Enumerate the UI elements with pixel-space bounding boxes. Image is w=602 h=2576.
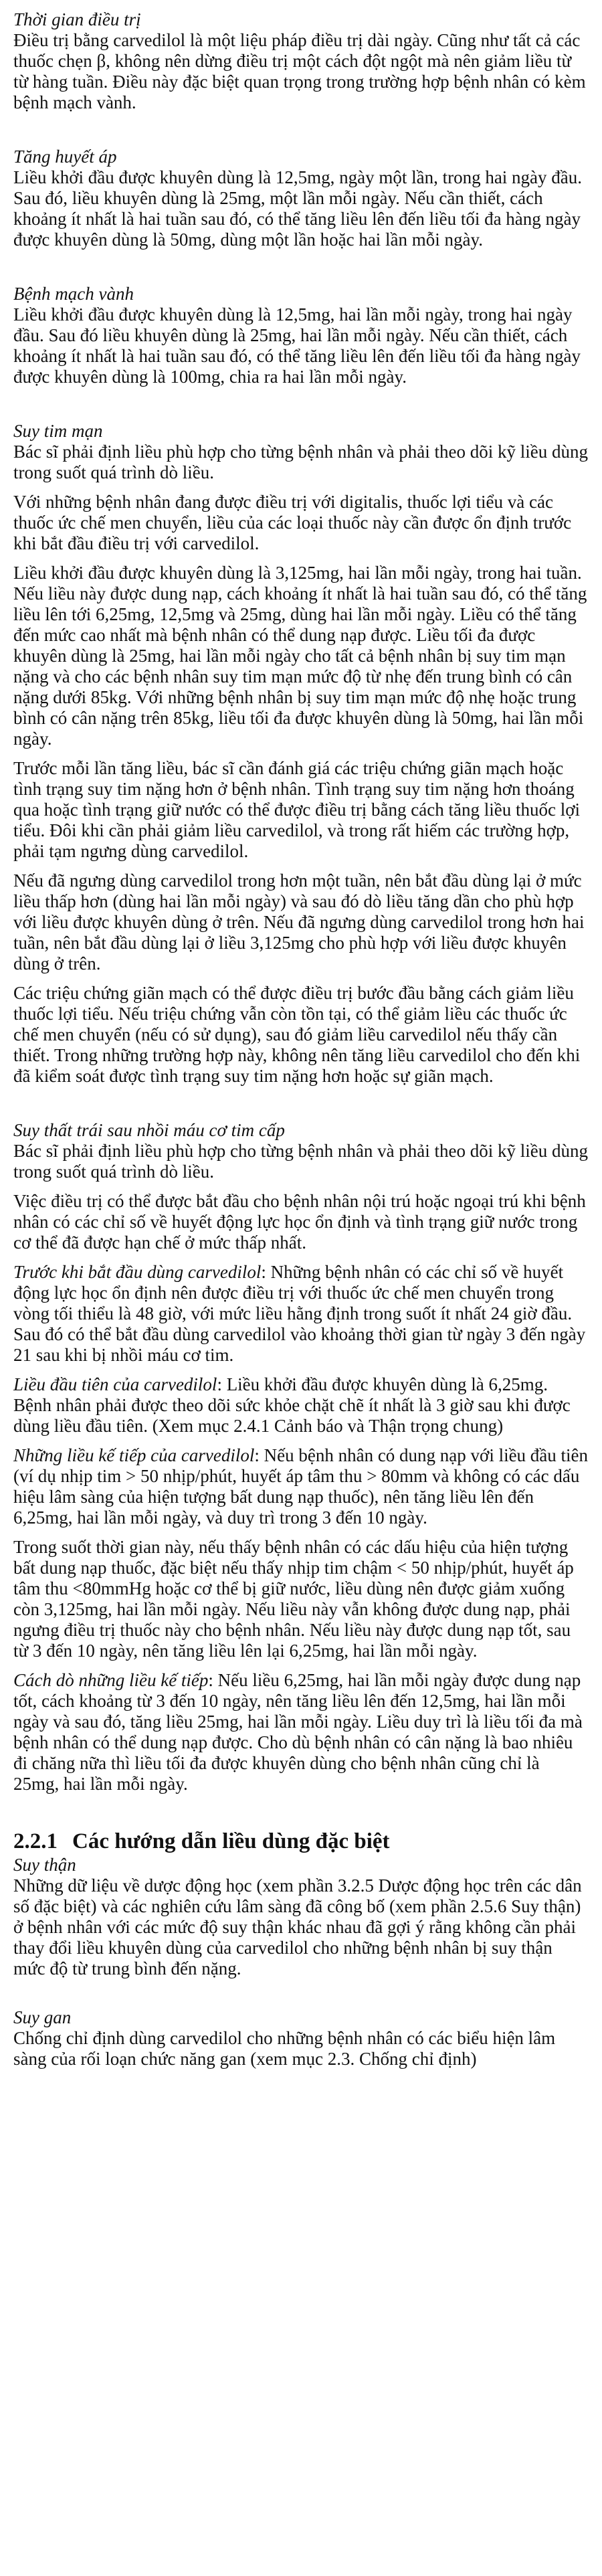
section-thoi-gian-dieu-tri [13, 9, 589, 113]
section-suy-tim-man [13, 421, 589, 1087]
paragraph-text: Bác sĩ phải định liều phù hợp cho từng bệnh nhân và phải theo dõi kỹ liều dùng trong suốt quá trình dò liều. [13, 442, 589, 482]
paragraph-text: Với những bệnh nhân đang được điều trị với digitalis, thuốc lợi tiểu và các thuốc ức chế men chuyển, liều của các loại thuốc này cần được ổn định trước khi bắt đầu điều trị với carvedilol. [13, 492, 572, 553]
paragraph [13, 1141, 589, 1182]
paragraph-text: Việc điều trị có thể được bắt đầu cho bệnh nhân nội trú hoặc ngoại trú khi bệnh nhân có các chỉ số về huyết động lực học ổn định và tình trạng giữ nước trong cơ thể đã được hạn chế ở mức thấp nhất. [13, 1191, 586, 1253]
paragraph [13, 1537, 589, 1661]
paragraph-text: Trước mỗi lần tăng liều, bác sĩ cần đánh giá các triệu chứng giãn mạch hoặc tình trạng suy tim nặng hơn ở bệnh nhân. Tình trạng suy tim nặng hơn thoáng qua hoặc tình trạng giữ nước có thể được điều trị bằng cách tăng liều thuốc lợi tiểu. Đôi khi cần phải giảm liều carvedilol, và trong rất hiếm các trường hợp, phải tạm ngưng dùng carvedilol. [13, 758, 580, 861]
section-heading: Suy thất trái sau nhồi máu cơ tim cấp [13, 1120, 285, 1140]
paragraph-text: Chống chỉ định dùng carvedilol cho những bệnh nhân có các biểu hiện lâm sàng của rối loạn chức năng gan (xem mục 2.3. Chống chỉ định) [13, 2028, 556, 2069]
section-heading: Suy thận [13, 1855, 76, 1875]
paragraph [13, 1191, 589, 1253]
section-suy-that-trai-sau-nhoi-mau-co-tim-cap [13, 1120, 589, 1795]
paragraph-text: : Liều khởi đầu được khuyên dùng là 6,25mg. Bệnh nhân phải được theo dõi sức khỏe chặt chẽ ít nhất là 3 giờ sau khi được dùng liều đầu tiên. (Xem mục 2.4.1 Cảnh báo và Thận trọng chung) [13, 1374, 571, 1436]
paragraph [13, 1262, 589, 1366]
paragraph-text: Các triệu chứng giãn mạch có thể được điều trị bước đầu bằng cách giảm liều thuốc lợi tiểu. Nếu triệu chứng vẫn còn tồn tại, có thể giảm liều các thuốc ức chế men chuyển (nếu có sử dụng), sau đó giảm liều carvedilol nếu thấy cần thiết. Trong những trường hợp này, không nên tăng liều carvedilol cho đến khi đã kiểm soát được tình trạng suy tim nặng hơn hoặc sự giãn mạch. [13, 983, 581, 1086]
paragraph-text: Liều khởi đầu được khuyên dùng là 12,5mg, hai lần mỗi ngày, trong hai ngày đầu. Sau đó liều khuyên dùng là 25mg, hai lần mỗi ngày. Nếu cần thiết, cách khoảng ít nhất là hai tuần sau đó, có thể tăng liều lên đến liều tối đa hàng ngày được khuyên dùng là 100mg, chia ra hai lần mỗi ngày. [13, 304, 581, 387]
section-number: 2.2.1 [13, 1829, 58, 1853]
paragraph-text: Liều khởi đầu được khuyên dùng là 12,5mg, ngày một lần, trong hai ngày đầu. Sau đó, liều khuyên dùng là 25mg, một lần mỗi ngày. Nếu cần thiết, cách khoảng ít nhất là hai tuần sau đó, có thể tăng liều lên đến liều tối đa hàng ngày được khuyên dùng là 50mg, dùng một lần hoặc hai lần mỗi ngày. [13, 167, 583, 250]
paragraph-text: Nếu đã ngưng dùng carvedilol trong hơn một tuần, nên bắt đầu dùng lại ở mức liều thấp hơn (dùng hai lần mỗi ngày) và sau đó dò liều tăng dần cho phù hợp với liều được khuyên dùng ở trên. Nếu đã ngưng dùng carvedilol trong hơn hai tuần, nên bắt đầu dùng lại ở liều 3,125mg cho phù hợp với liều được khuyên dùng ở trên. [13, 870, 585, 974]
paragraph-lead: Liều đầu tiên của carvedilol [13, 1374, 217, 1394]
paragraph [13, 2028, 589, 2069]
paragraph [13, 1670, 589, 1795]
paragraph [13, 1445, 589, 1528]
paragraph [13, 758, 589, 862]
section-title-text: Các hướng dẫn liều dùng đặc biệt [72, 1829, 390, 1853]
paragraph-text: Những dữ liệu về dược động học (xem phần 3.2.5 Dược động học trên các dân số đặc biệt) và các nghiên cứu lâm sàng đã công bố (xem phần 2.5.6 Suy thận) ở bệnh nhân với các mức độ suy thận khác nhau đã gợi ý rằng không cần phải thay đổi liều khuyên dùng của carvedilol cho những bệnh nhân bị suy thận mức độ từ trung bình đến nặng. [13, 1875, 582, 1979]
section-heading: Tăng huyết áp [13, 147, 117, 167]
paragraph-text: Điều trị bằng carvedilol là một liệu pháp điều trị dài ngày. Cũng như tất cả các thuốc chẹn β, không nên dừng điều trị một cách đột ngột mà nên giảm liều từ từ hàng tuần. Điều này đặc biệt quan trọng trong trường hợp bệnh nhân có kèm bệnh mạch vành. [13, 30, 586, 112]
paragraph [13, 30, 589, 113]
section-suy-gan [13, 2007, 589, 2069]
paragraph [13, 492, 589, 554]
paragraph-lead: Những liều kế tiếp của carvedilol [13, 1445, 255, 1465]
paragraph-lead: Cách dò những liều kế tiếp [13, 1670, 209, 1690]
section-tang-huyet-ap [13, 147, 589, 250]
section-suy-than [13, 1855, 589, 1979]
paragraph [13, 1875, 589, 1979]
paragraph [13, 983, 589, 1087]
section-benh-mach-vanh [13, 284, 589, 387]
paragraph-text: : Nếu liều 6,25mg, hai lần mỗi ngày được dung nạp tốt, cách khoảng từ 3 đến 10 ngày, nên tăng liều lên đến 12,5mg, hai lần mỗi ngày và sau đó, tăng liều 25mg, hai lần mỗi ngày. Liều duy trì là liều tối đa mà bệnh nhân có thể dung nạp được. Cho dù bệnh nhân có cân nặng là bao nhiêu đi chăng nữa thì liều tối đa được khuyên dùng cho bệnh nhân cũng chỉ là 25mg, hai lần mỗi ngày. [13, 1670, 583, 1794]
paragraph-lead: Trước khi bắt đầu dùng carvedilol [13, 1262, 262, 1282]
paragraph [13, 563, 589, 749]
paragraph-text: Trong suốt thời gian này, nếu thấy bệnh nhân có các dấu hiệu của hiện tượng bất dung nạp thuốc, đặc biệt nếu thấy nhịp tim chậm < 50 nhịp/phút, huyết áp tâm thu <80mmHg hoặc cơ thể bị giữ nước, liều dùng nên được giảm xuống còn 3,125mg, hai lần mỗi ngày. Nếu liều này vẫn không được dung nạp, phải ngưng điều trị thuốc này cho bệnh nhân. Nếu liều này được dung nạp tốt, sau từ 3 đến 10 ngày, nên tăng liều lên lại 6,25mg, hai lần mỗi ngày. [13, 1537, 574, 1661]
section-heading: Bệnh mạch vành [13, 284, 134, 304]
paragraph-text: : Nếu bệnh nhân có dung nạp với liều đầu tiên (ví dụ nhịp tim > 50 nhịp/phút, huyết áp tâm thu > 80mm và không có các dấu hiệu lâm sàng của hiện tượng bất dung nạp thuốc), nên tăng liều lên đến 6,25mg, hai lần mỗi ngày, và duy trì trong 3 đến 10 ngày. [13, 1445, 589, 1528]
paragraph-text: : Những bệnh nhân có các chỉ số về huyết động lực học ổn định nên được điều trị với thuốc ức chế men chuyển trong vòng tối thiểu là 48 giờ, với mức liều hằng định trong suốt ít nhất 24 giờ đầu. Sau đó có thể bắt đầu dùng carvedilol vào khoảng thời gian từ ngày 3 đến ngày 21 sau khi bị nhồi máu cơ tim. [13, 1262, 586, 1365]
section-heading: Suy gan [13, 2007, 72, 2027]
dosage-sections [13, 9, 589, 1795]
paragraph [13, 870, 589, 974]
section-title [13, 1828, 589, 1855]
section-heading: Thời gian điều trị [13, 9, 141, 29]
special-subsections [13, 1855, 589, 2069]
paragraph [13, 167, 589, 250]
section-heading: Suy tim mạn [13, 421, 103, 441]
paragraph [13, 442, 589, 483]
special-dosage-section [13, 1828, 589, 2069]
paragraph [13, 1374, 589, 1437]
paragraph [13, 304, 589, 387]
paragraph-text: Bác sĩ phải định liều phù hợp cho từng bệnh nhân và phải theo dõi kỹ liều dùng trong suốt quá trình dò liều. [13, 1141, 589, 1182]
paragraph-text: Liều khởi đầu được khuyên dùng là 3,125mg, hai lần mỗi ngày, trong hai tuần. Nếu liều này được dung nạp, cách khoảng ít nhất là hai tuần sau đó, có thể tăng liều lên tới 6,25mg, 12,5mg và 25mg, dùng hai lần mỗi ngày. Liều có thể tăng đến mức cao nhất mà bệnh nhân có thể dung nạp được. Liều tối đa được khuyên dùng là 25mg, hai lần mỗi ngày cho tất cả bệnh nhân bị suy tim mạn nặng và cho các bệnh nhân suy tim mạn mức độ từ nhẹ đến trung bình có cân nặng dưới 85kg. Với những bệnh nhân bị suy tim mạn mức độ nhẹ hoặc trung bình có cân nặng trên 85kg, liều tối đa được khuyên dùng là 50mg, hai lần mỗi ngày. [13, 563, 587, 749]
